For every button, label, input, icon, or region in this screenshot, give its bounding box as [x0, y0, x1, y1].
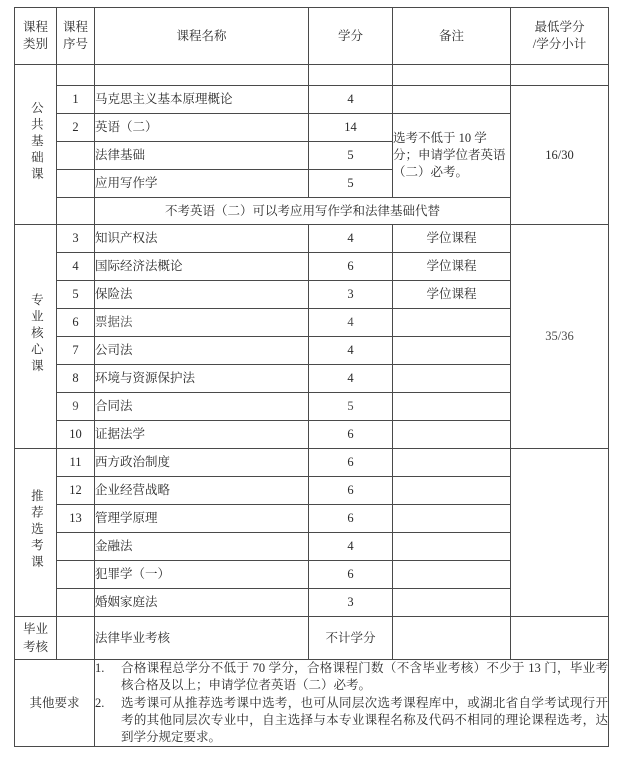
other-requirements-cell — [95, 660, 609, 747]
table-row-graduation — [15, 617, 609, 660]
course-name: 法律基础 — [95, 142, 309, 170]
course-credits: 6 — [309, 561, 393, 589]
course-name: 金融法 — [95, 533, 309, 561]
course-name: 票据法 — [95, 309, 309, 337]
course-no: 11 — [57, 449, 95, 477]
course-no: 9 — [57, 393, 95, 421]
course-no — [57, 142, 95, 170]
course-credits: 4 — [309, 337, 393, 365]
course-no: 1 — [57, 86, 95, 114]
course-remark: 学位课程 — [393, 225, 511, 253]
course-name: 公司法 — [95, 337, 309, 365]
course-credits: 6 — [309, 253, 393, 281]
course-credits: 4 — [309, 365, 393, 393]
list-item — [95, 695, 608, 746]
header-cell-subtotal — [511, 8, 609, 65]
course-credits: 6 — [309, 421, 393, 449]
course-no: 12 — [57, 477, 95, 505]
course-name: 环境与资源保护法 — [95, 365, 309, 393]
span-note-text: 不考英语（二）可以考应用写作学和法律基础代替 — [95, 198, 511, 225]
table-row — [15, 225, 609, 253]
category-label-graduation-line1: 毕业 — [22, 621, 48, 636]
other-requirements-list — [95, 660, 608, 745]
category-label-public-foundation: 公共基础课 — [29, 100, 44, 184]
span-note-no-cell — [57, 198, 95, 225]
header-cell-category — [15, 8, 57, 65]
remark-public-foundation: 选考不低于 10 学分；申请学位者英语（二）必考。 — [393, 114, 511, 198]
course-name: 马克思主义基本原理概论 — [95, 86, 309, 114]
remark-cell-empty — [393, 477, 511, 505]
header-cell-number — [57, 8, 95, 65]
course-no: 7 — [57, 337, 95, 365]
header-subtotal-line1: 最低学分 — [534, 20, 585, 35]
course-remark: 学位课程 — [393, 253, 511, 281]
subtotal-cell-empty-graduation — [511, 617, 609, 660]
course-name: 犯罪学（一） — [95, 561, 309, 589]
remark-cell-empty — [393, 561, 511, 589]
remark-cell-empty — [393, 65, 511, 86]
course-no — [57, 533, 95, 561]
subtotal-recommended-elective — [511, 449, 609, 617]
remark-cell-empty — [393, 86, 511, 114]
course-name: 证据法学 — [95, 421, 309, 449]
course-remark — [393, 337, 511, 365]
course-no — [57, 589, 95, 617]
course-credits: 3 — [309, 589, 393, 617]
course-remark — [393, 421, 511, 449]
remark-cell-empty — [393, 505, 511, 533]
course-no: 10 — [57, 421, 95, 449]
subtotal-cell-empty-top — [511, 65, 609, 86]
course-name: 企业经营战略 — [95, 477, 309, 505]
requirement-number: 2. — [95, 695, 105, 710]
course-name: 西方政治制度 — [95, 449, 309, 477]
course-no: 13 — [57, 505, 95, 533]
header-category-line1: 课程 — [22, 20, 48, 35]
course-no: 2 — [57, 114, 95, 142]
course-no — [57, 561, 95, 589]
other-requirements-label: 其他要求 — [15, 660, 95, 747]
header-category-line2: 类别 — [22, 37, 48, 51]
course-remark — [393, 393, 511, 421]
course-remark: 学位课程 — [393, 281, 511, 309]
course-credits — [309, 65, 393, 86]
table-row — [15, 65, 609, 86]
subtotal-public-foundation: 16/30 — [511, 86, 609, 225]
course-name: 婚姻家庭法 — [95, 589, 309, 617]
course-credits: 14 — [309, 114, 393, 142]
course-no: 5 — [57, 281, 95, 309]
subtotal-professional-core: 35/36 — [511, 225, 609, 449]
course-credits: 4 — [309, 225, 393, 253]
remark-cell-empty — [393, 533, 511, 561]
header-cell-remarks: 备注 — [393, 8, 511, 65]
course-credits: 6 — [309, 505, 393, 533]
header-number-line1: 课程 — [62, 20, 88, 35]
course-no — [57, 170, 95, 198]
graduation-credits: 不计学分 — [309, 617, 393, 660]
course-remark — [393, 309, 511, 337]
header-cell-course-name: 课程名称 — [95, 8, 309, 65]
table-header-row — [15, 8, 609, 65]
remark-cell-empty — [393, 617, 511, 660]
table-row-other-requirements — [15, 660, 609, 747]
course-credits: 4 — [309, 309, 393, 337]
category-cell-public-foundation — [15, 65, 57, 225]
category-cell-recommended-elective — [15, 449, 57, 617]
requirement-number: 1. — [95, 661, 105, 675]
course-remark — [393, 365, 511, 393]
header-subtotal-line2: /学分小计 — [532, 37, 587, 51]
course-no: 6 — [57, 309, 95, 337]
course-name: 国际经济法概论 — [95, 253, 309, 281]
course-credits: 5 — [309, 170, 393, 198]
category-label-graduation-line2: 考核 — [22, 640, 48, 654]
graduation-course-name: 法律毕业考核 — [95, 617, 309, 660]
list-item — [95, 660, 608, 694]
course-credits: 5 — [309, 142, 393, 170]
course-credits: 6 — [309, 477, 393, 505]
requirement-text: 合格课程总学分不低于 70 学分，合格课程门数（不含毕业考核）不少于 13 门，毕业考核合格及以上；申请学位者英语（二）必考。 — [121, 661, 608, 692]
header-cell-credits: 学分 — [309, 8, 393, 65]
course-name: 合同法 — [95, 393, 309, 421]
course-no: 4 — [57, 253, 95, 281]
course-credits: 6 — [309, 449, 393, 477]
course-name: 知识产权法 — [95, 225, 309, 253]
course-credits: 5 — [309, 393, 393, 421]
course-no: 8 — [57, 365, 95, 393]
remark-cell-empty — [393, 449, 511, 477]
course-name: 管理学原理 — [95, 505, 309, 533]
category-label-recommended-elective: 推荐选考课 — [29, 488, 44, 572]
table-row — [15, 449, 609, 477]
course-name: 保险法 — [95, 281, 309, 309]
category-cell-graduation — [15, 617, 57, 660]
course-credits: 4 — [309, 533, 393, 561]
course-name: 英语（二） — [95, 114, 309, 142]
remark-cell-empty — [393, 589, 511, 617]
course-credits: 3 — [309, 281, 393, 309]
course-no: 3 — [57, 225, 95, 253]
table-row — [15, 86, 609, 114]
category-cell-professional-core — [15, 225, 57, 449]
course-name — [95, 65, 309, 86]
requirement-text: 选考课可从推荐选考课中选考，也可从同层次选考课程库中，或湖北省自学考试现行开考的其他同层次专业中，自主选择与本专业课程名称及代码不相同的理论课程选考，达到学分规定要求。 — [121, 695, 608, 744]
header-number-line2: 序号 — [62, 37, 88, 51]
graduation-no-cell — [57, 617, 95, 660]
curriculum-table — [14, 7, 609, 747]
course-name: 应用写作学 — [95, 170, 309, 198]
course-credits: 4 — [309, 86, 393, 114]
category-label-professional-core: 专业核心课 — [29, 292, 44, 376]
course-no — [57, 65, 95, 86]
